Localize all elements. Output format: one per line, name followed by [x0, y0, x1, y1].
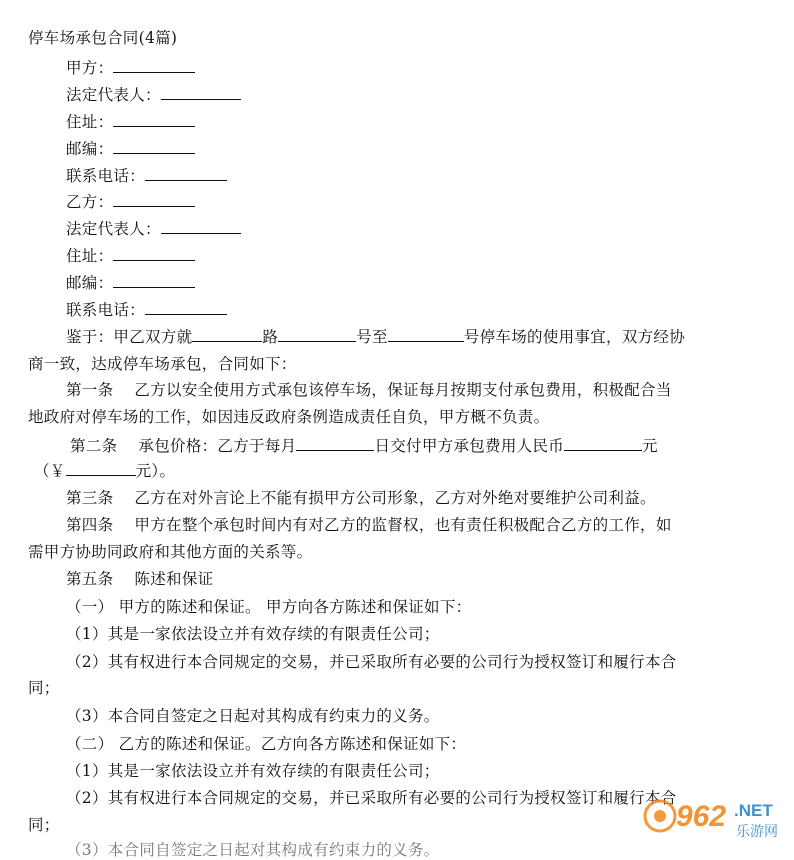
party-a-field [66, 58, 195, 78]
preamble-text-2: 路 [262, 328, 279, 346]
document-title: 停车场承包合同(4篇) [28, 29, 178, 47]
tel-a-label: 联系电话： [66, 167, 146, 185]
rep-b-label: 法定代表人： [66, 220, 161, 238]
site-watermark-logo [642, 794, 788, 844]
article-2-text-2: 日交付甲方承包费用人民币 [374, 437, 565, 455]
section-2-heading: （二） 乙方的陈述和保证。乙方向各方陈述和保证如下： [66, 735, 467, 753]
article-2-blank-3 [66, 461, 136, 476]
article-2-text-3: 元 [642, 437, 658, 455]
post-a-label: 邮编： [66, 140, 114, 158]
tel-a-blank [145, 166, 227, 181]
article-4-line-1: 第四条 甲方在整个承包时间内有对乙方的监督权，也有责任积极配合乙方的工作，如 [66, 516, 672, 534]
rep-b-blank [161, 219, 241, 234]
section-1-heading: （一） 甲方的陈述和保证。 甲方向各方陈述和保证如下： [66, 598, 472, 616]
section-1-item-1: （1）其是一家依法设立并有效存续的有限责任公司； [66, 625, 440, 643]
addr-b-field [66, 246, 195, 266]
article-2-text-1: 第二条 承包价格：乙方于每月 [70, 437, 297, 455]
rep-a-blank [161, 85, 241, 100]
preamble-text-4: 号停车场的使用事宜，双方经协 [463, 328, 686, 346]
preamble-blank-2 [278, 327, 356, 342]
rep-a-field [66, 85, 241, 105]
preamble-text-1: 鉴于：甲乙双方就 [66, 328, 193, 346]
article-3: 第三条 乙方在对外言论上不能有损甲方公司形象，乙方对外绝对要维护公司利益。 [66, 489, 656, 507]
post-a-field [66, 139, 195, 159]
watermark-subtitle: 乐游网 [736, 824, 778, 840]
tel-b-label: 联系电话： [66, 301, 146, 319]
article-1-line-1: 第一条 乙方以安全使用方式承包该停车场，保证每月按期支付承包费用，积极配合当 [66, 381, 672, 399]
article-5-heading: 第五条 陈述和保证 [66, 570, 214, 588]
party-b-label: 乙方： [66, 193, 114, 211]
section-2-item-2-cont: 同； [28, 816, 60, 834]
party-b-blank [113, 192, 195, 207]
party-a-blank [113, 58, 195, 73]
rep-b-field [66, 219, 241, 239]
article-2-line-2 [34, 461, 175, 481]
post-b-blank [113, 273, 195, 288]
section-1-item-2-cont: 同； [28, 679, 60, 697]
article-2-blank-1 [296, 436, 374, 451]
preamble-line-1 [66, 327, 685, 347]
article-4-line-2: 需甲方协助同政府和其他方面的关系等。 [28, 543, 313, 561]
party-b-field [66, 192, 195, 212]
article-1-line-2: 地政府对停车场的工作，如因违反政府条例造成责任自负，甲方概不负责。 [28, 408, 550, 426]
addr-a-label: 住址： [66, 113, 114, 131]
post-a-blank [113, 139, 195, 154]
rep-a-label: 法定代表人： [66, 86, 161, 104]
preamble-blank-1 [192, 327, 262, 342]
preamble-line-2: 商一致，达成停车场承包，合同如下： [28, 355, 297, 373]
section-2-item-1: （1）其是一家依法设立并有效存续的有限责任公司； [66, 762, 440, 780]
section-1-item-2: （2）其有权进行本合同规定的交易，并已采取所有必要的公司行为授权签订和履行本合 [66, 653, 677, 671]
article-2-text-5: 元）。 [135, 462, 176, 480]
addr-b-label: 住址： [66, 247, 114, 265]
addr-b-blank [113, 246, 195, 261]
watermark-number: 962 [676, 800, 727, 833]
preamble-text-3: 号至 [356, 328, 388, 346]
section-2-item-2: （2）其有权进行本合同规定的交易，并已采取所有必要的公司行为授权签订和履行本合 [66, 789, 677, 807]
section-2-item-3-partial: （3）本合同自签定之日起对其构成有约束力的义务。 [66, 841, 440, 859]
tel-a-field [66, 166, 227, 186]
addr-a-blank [113, 112, 195, 127]
article-2-text-4: （￥ [34, 462, 66, 480]
tel-b-field [66, 300, 227, 320]
preamble-blank-3 [388, 327, 464, 342]
article-2-line-1 [70, 436, 658, 456]
post-b-label: 邮编： [66, 274, 114, 292]
watermark-graphic [642, 794, 788, 844]
addr-a-field [66, 112, 195, 132]
section-1-item-3: （3）本合同自签定之日起对其构成有约束力的义务。 [66, 707, 440, 725]
watermark-suffix: .NET [734, 801, 773, 820]
party-a-label: 甲方： [66, 59, 114, 77]
tel-b-blank [145, 300, 227, 315]
article-2-blank-2 [564, 436, 642, 451]
post-b-field [66, 273, 195, 293]
